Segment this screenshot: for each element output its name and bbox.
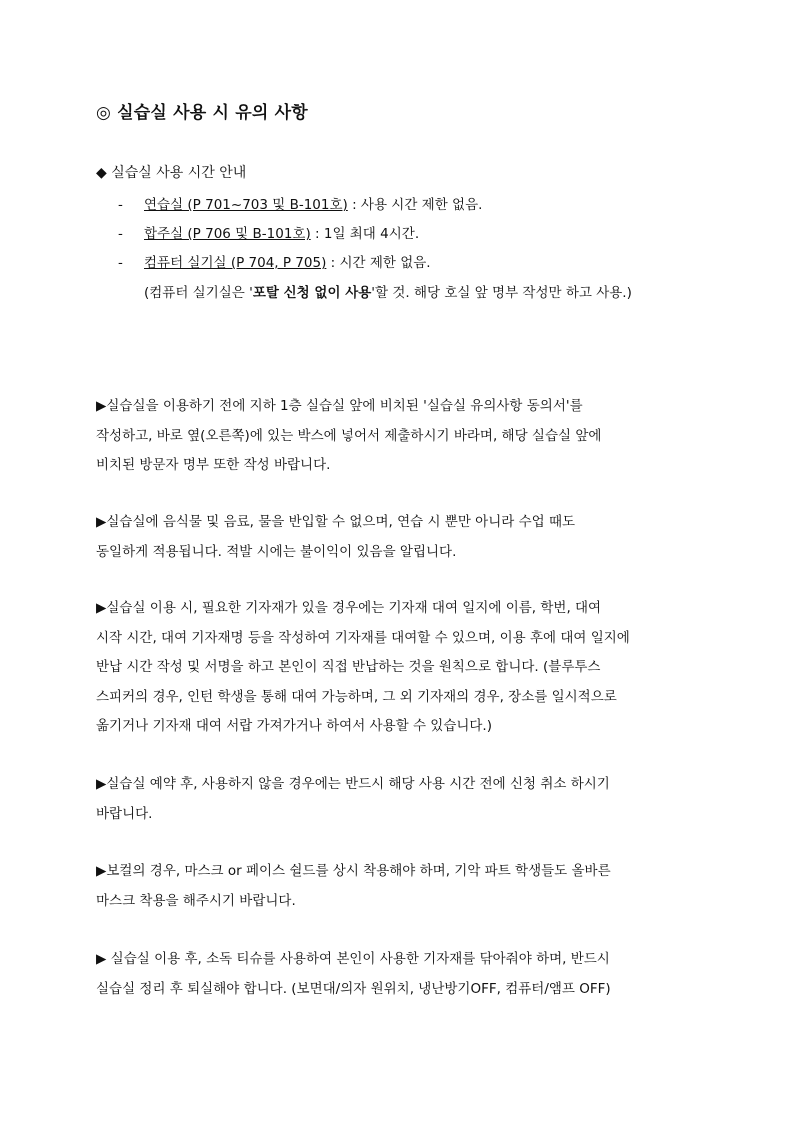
rule-line: 작성하고, 바로 옆(오른쪽)에 있는 박스에 넣어서 제출하시기 바라며, 해당 실습실 앞에 [96, 427, 602, 444]
rule-line: 마스크 착용을 해주시기 바랍니다. [96, 892, 296, 909]
usage-item-computer-room [118, 251, 431, 271]
note-emphasis: 포탈 신청 없이 사용 [252, 285, 372, 301]
rule-line: 동일하게 적용됩니다. 적발 시에는 불이익이 있음을 알립니다. [96, 543, 457, 560]
computer-room-note [144, 281, 632, 301]
item-desc: : 1일 최대 4시간. [310, 226, 420, 242]
rule-mask [96, 857, 736, 916]
rule-line: 실습실 정리 후 퇴실해야 합니다. (보면대/의자 원위치, 냉난방기OFF, 컴퓨터/앰프 OFF) [96, 980, 611, 997]
note-text: (컴퓨터 실기실은 ' [144, 285, 253, 301]
rule-line: ▶보컬의 경우, 마스크 or 페이스 쉴드를 상시 착용해야 하며, 기악 파트 학생들도 올바른 [96, 863, 611, 879]
rule-consent-form [96, 392, 736, 481]
item-dash: - [118, 255, 123, 271]
item-room: 합주실 (P 706 및 B-101호) [144, 226, 311, 242]
page-title: ◎ 실습실 사용 시 유의 사항 [96, 103, 308, 123]
rule-line: ▶실습실 이용 시, 필요한 기자재가 있을 경우에는 기자재 대여 일지에 이름, 학번, 대여 [96, 600, 602, 616]
usage-time-heading: ◆ 실습실 사용 시간 안내 [96, 165, 247, 181]
rule-line: 옮기거나 기자재 대여 서랍 가져가거나 하여서 사용할 수 있습니다.) [96, 718, 492, 734]
rule-line: 반납 시간 작성 및 서명을 하고 본인이 직접 반납하는 것을 원칙으로 합니다. (블루투스 [96, 659, 601, 675]
item-room: 컴퓨터 실기실 (P 704, P 705) [144, 255, 327, 271]
rule-line: ▶실습실을 이용하기 전에 지하 1층 실습실 앞에 비치된 '실습실 유의사항 동의서'를 [96, 398, 583, 414]
rule-line: 비치된 방문자 명부 또한 작성 바랍니다. [96, 457, 331, 473]
rule-line: 바랍니다. [96, 805, 153, 822]
rule-cleanup [96, 945, 736, 1004]
item-dash: - [118, 197, 123, 213]
item-dash: - [118, 226, 123, 242]
rule-line: 스피커의 경우, 인턴 학생을 통해 대여 가능하며, 그 외 기자재의 경우, 장소를 일시적으로 [96, 688, 617, 705]
usage-item-practice-room [118, 193, 482, 213]
usage-item-ensemble-room [118, 222, 419, 242]
item-desc: : 시간 제한 없음. [326, 255, 431, 271]
item-desc: : 사용 시간 제한 없음. [347, 197, 483, 213]
rule-no-food [96, 508, 736, 567]
rule-line: ▶실습실에 음식물 및 음료, 물을 반입할 수 없으며, 연습 시 뿐만 아니라 수업 때도 [96, 514, 576, 530]
rule-line: ▶실습실 예약 후, 사용하지 않을 경우에는 반드시 해당 사용 시간 전에 신청 취소 하시기 [96, 776, 610, 792]
rule-line: ▶ 실습실 이용 후, 소독 티슈를 사용하여 본인이 사용한 기자재를 닦아줘야 하며, 반드시 [96, 951, 610, 967]
rule-equipment-rental [96, 594, 736, 742]
rule-line: 시작 시간, 대여 기자재명 등을 작성하여 기자재를 대여할 수 있으며, 이용 후에 대여 일지에 [96, 629, 630, 646]
rule-cancel-reservation [96, 770, 736, 829]
note-text: '할 것. 해당 호실 앞 명부 작성만 하고 사용.) [371, 285, 632, 301]
item-room: 연습실 (P 701~703 및 B-101호) [144, 197, 348, 213]
